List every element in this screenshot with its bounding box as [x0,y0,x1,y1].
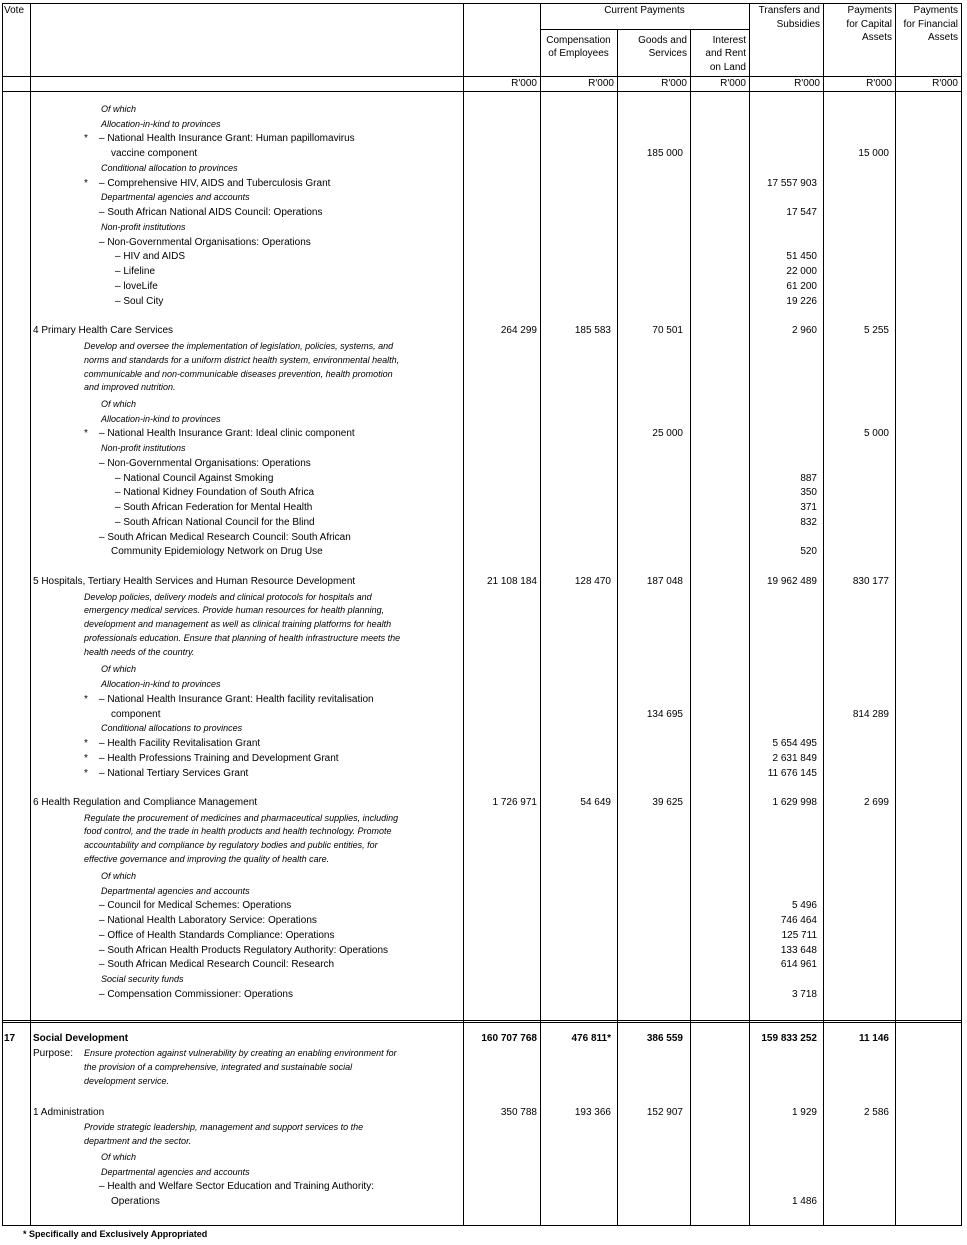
cell-trans: 133 648 [780,945,817,956]
cell-trans: 11 676 145 [767,768,817,779]
cell-trans: 371 [800,502,817,513]
row-label: – National Health Laboratory Service: Operations [99,915,317,926]
cell-trans: 159 833 252 [761,1033,817,1044]
row-label: – National Council Against Smoking [115,473,274,484]
cell-cap: 11 146 [858,1033,889,1044]
header-goods-line2: Services [648,48,687,59]
header-financial-line2: for Financial [903,19,958,30]
row-label: – Soul City [115,296,164,307]
row-label: Allocation-in-kind to provinces [101,414,221,424]
row-label: 5 Hospitals, Tertiary Health Services and Human Resource Development [33,576,356,587]
row-label: development and management as well as clinical training platforms for health [84,619,392,629]
row-label: Non-profit institutions [101,443,186,453]
unit-compensation: R'000 [588,78,614,89]
row-label: health needs of the country. [84,647,195,657]
row-label: Ensure protection against vulnerability by creating an enabling environment for [84,1048,397,1058]
cell-cap: 814 289 [852,709,889,720]
unit-transfers: R'000 [794,78,820,89]
col-border-right [961,3,962,1226]
header-capital-line2: for Capital [846,19,892,30]
row-label: – Health Professions Training and Development Grant [99,753,339,764]
row-label: component [111,709,161,720]
cell-trans: 51 450 [786,251,817,262]
row-label: Regulate the procurement of medicines and pharmaceutical supplies, including [84,813,399,823]
row-label: Provide strategic leadership, management and support services to the [84,1122,364,1132]
row-label: – Non-Governmental Organisations: Operations [99,458,311,469]
row-label: and improved nutrition. [84,382,176,392]
row-label: Departmental agencies and accounts [101,886,250,896]
row-label: Allocation-in-kind to provinces [101,679,221,689]
cell-comp: 193 366 [574,1107,611,1118]
row-label: food control, and the trade in health products and health technology. Promote [84,826,392,836]
cell-trans: 350 [800,487,817,498]
header-financial-line1: Payments [913,5,958,16]
row-label: development service. [84,1076,170,1086]
cell-trans: 2 960 [791,325,817,336]
cell-tot: 264 299 [500,325,537,336]
cell-trans: 17 547 [786,207,817,218]
cell-goods: 25 000 [652,428,683,439]
cell-trans: 832 [800,517,817,528]
row-label: Of which [101,104,137,114]
row-label: – National Tertiary Services Grant [99,768,249,779]
cell-comp: 476 811* [571,1033,611,1044]
row-label: – Health and Welfare Sector Education and Training Authority: [99,1181,374,1192]
cell-trans: 520 [800,546,817,557]
unit-total: R'000 [511,78,537,89]
row-label: Conditional allocations to provinces [101,723,243,733]
col-border-vote [30,3,31,1226]
appropriated-marker: * [84,694,88,705]
appropriated-marker: * [84,768,88,779]
appropriated-marker: * [84,738,88,749]
row-label: Departmental agencies and accounts [101,192,250,202]
cell-trans: 2 631 849 [772,753,817,764]
header-interest-line2: and Rent [705,48,746,59]
cell-trans: 19 226 [786,296,817,307]
row-label: – Compensation Commissioner: Operations [99,989,293,1000]
row-label: norms and standards for a uniform district health system, environmental health, [84,355,400,365]
row-label: – Non-Governmental Organisations: Operations [99,237,311,248]
current-payments-underline [540,29,749,30]
cell-comp: 128 470 [574,576,611,587]
header-compensation-line1: Compensation [546,35,611,46]
cell-trans: 3 718 [791,989,817,1000]
cell-cap: 2 699 [863,797,889,808]
col-border-goods [690,29,691,1226]
cell-comp: 185 583 [574,325,611,336]
row-label: – loveLife [115,281,158,292]
header-compensation-line2: of Employees [548,48,609,59]
header-goods-line1: Goods and [638,35,687,46]
header-capital-line1: Payments [847,5,892,16]
cell-cap: 830 177 [852,576,889,587]
unit-interest: R'000 [720,78,746,89]
row-label: – HIV and AIDS [115,251,186,262]
row-label: Of which [101,1152,137,1162]
cell-tot: 1 726 971 [492,797,537,808]
unit-capital: R'000 [866,78,892,89]
footnote: * Specifically and Exclusively Appropriated [23,1229,208,1239]
col-border-capital [895,3,896,1226]
row-label: Develop policies, delivery models and clinical protocols for hospitals and [84,592,372,602]
row-label: – National Health Insurance Grant: Health facility revitalisation [99,694,374,705]
row-label: 4 Primary Health Care Services [33,325,174,336]
row-label: – National Health Insurance Grant: Human papillomavirus [99,133,355,144]
cell-trans: 746 464 [780,915,817,926]
header-interest-line1: Interest [712,35,746,46]
cell-tot: 350 788 [500,1107,537,1118]
row-label: – Comprehensive HIV, AIDS and Tuberculosis Grant [99,178,331,189]
cell-cap: 2 586 [863,1107,889,1118]
cell-comp: 54 649 [580,797,611,808]
cell-trans: 17 557 903 [766,178,817,189]
table-bottom-border [2,1225,962,1226]
row-label: Purpose: [33,1048,74,1059]
row-label: Of which [101,664,137,674]
row-label: – Health Facility Revitalisation Grant [99,738,261,749]
cell-goods: 39 625 [652,797,683,808]
row-label: effective governance and improving the quality of health care. [84,854,330,864]
appropriated-marker: * [84,428,88,439]
vote-separator-bottom [2,1022,962,1023]
row-label: – Office of Health Standards Compliance: Operations [99,930,335,941]
row-label: – Lifeline [115,266,156,277]
vote-separator-top [2,1020,962,1021]
cell-trans: 19 962 489 [766,576,817,587]
header-transfers-line2: Subsidies [776,19,820,30]
row-label: Develop and oversee the implementation of legislation, policies, systems, and [84,341,394,351]
header-interest-line3: on Land [709,62,746,73]
col-border-compensation [617,29,618,1226]
cell-trans: 1 486 [791,1196,817,1207]
row-label: Departmental agencies and accounts [101,1167,250,1177]
cell-tot: 160 707 768 [481,1033,537,1044]
row-label: 6 Health Regulation and Compliance Management [33,797,258,808]
row-label: – South African National AIDS Council: Operations [99,207,323,218]
header-vote: Vote [4,5,25,16]
header-capital-line3: Assets [861,32,892,43]
row-label: – South African Medical Research Council: Research [99,959,335,970]
row-label: Community Epidemiology Network on Drug Use [111,546,323,557]
appropriated-marker: * [84,753,88,764]
cell-goods: 70 501 [652,325,683,336]
row-label: – National Kidney Foundation of South Africa [115,487,315,498]
row-label: communicable and non-communicable diseases prevention, health promotion [84,369,393,379]
unit-row-bottom-border [2,91,962,92]
cell-tot: 21 108 184 [486,576,537,587]
row-label: 1 Administration [33,1107,105,1118]
row-label: professionals education. Ensure that planning of health infrastructure meets the [84,633,401,643]
row-label: Of which [101,399,137,409]
cell-cap: 15 000 [858,148,889,159]
unit-financial: R'000 [932,78,958,89]
cell-trans: 61 200 [786,281,817,292]
cell-trans: 5 496 [791,900,817,911]
cell-vote: 17 [4,1033,16,1044]
cell-goods: 187 048 [646,576,683,587]
row-label: – South African Medical Research Council: South African [99,532,351,543]
cell-goods: 386 559 [646,1033,683,1044]
appropriated-marker: * [84,133,88,144]
row-label: Operations [111,1196,160,1207]
col-border-left [2,3,3,1226]
cell-trans: 887 [800,473,817,484]
row-label: – South African National Council for the Blind [115,517,315,528]
cell-trans: 22 000 [786,266,817,277]
row-label: Social Development [33,1033,129,1044]
row-label: – Council for Medical Schemes: Operations [99,900,292,911]
cell-cap: 5 255 [863,325,889,336]
appropriated-marker: * [84,178,88,189]
header-transfers-line1: Transfers and [758,5,820,16]
cell-trans: 1 629 998 [772,797,817,808]
cell-trans: 614 961 [780,959,817,970]
row-label: Social security funds [101,974,184,984]
header-financial-line3: Assets [927,32,958,43]
cell-trans: 125 711 [781,930,817,941]
row-label: department and the sector. [84,1136,192,1146]
row-label: – National Health Insurance Grant: Ideal clinic component [99,428,355,439]
row-label: emergency medical services. Provide human resources for health planning, [84,605,385,615]
unit-goods: R'000 [661,78,687,89]
cell-trans: 5 654 495 [772,738,817,749]
row-label: Non-profit institutions [101,222,186,232]
row-label: Conditional allocation to provinces [101,163,238,173]
row-label: vaccine component [111,148,198,159]
cell-goods: 185 000 [646,148,683,159]
row-label: – South African Federation for Mental Health [115,502,313,513]
row-label: Allocation-in-kind to provinces [101,119,221,129]
cell-goods: 134 695 [646,709,683,720]
row-label: Of which [101,871,137,881]
cell-trans: 1 929 [791,1107,817,1118]
cell-goods: 152 907 [646,1107,683,1118]
header-current-payments: Current Payments [604,5,685,16]
row-label: the provision of a comprehensive, integrated and sustainable social [84,1062,353,1072]
row-label: accountability and compliance by regulatory bodies and public entities, for [84,840,378,850]
cell-cap: 5 000 [863,428,889,439]
row-label: – South African Health Products Regulatory Authority: Operations [99,945,389,956]
